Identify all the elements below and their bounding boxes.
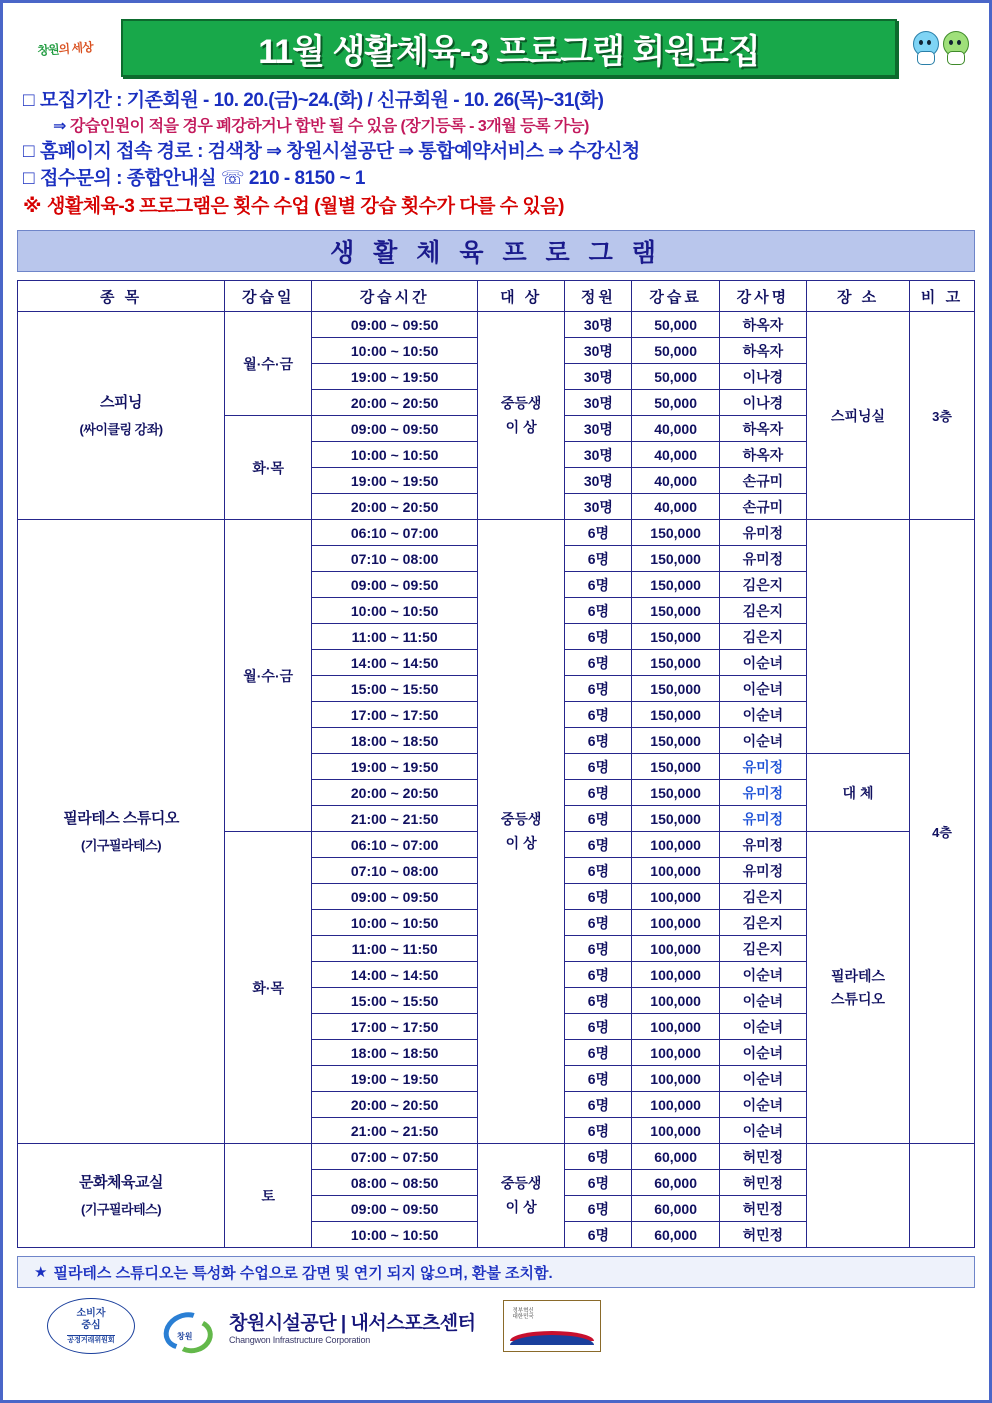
- cell-time: 09:00 ~ 09:50: [312, 1196, 478, 1222]
- cell-capacity: 6명: [565, 754, 632, 780]
- notice-marker-0: □: [23, 90, 34, 111]
- cell-fee: 100,000: [632, 962, 719, 988]
- cell-fee: 100,000: [632, 1118, 719, 1144]
- notice-marker-1: ⇒: [53, 117, 66, 135]
- cell-fee: 150,000: [632, 650, 719, 676]
- cell-fee: 60,000: [632, 1196, 719, 1222]
- cell-time: 14:00 ~ 14:50: [312, 962, 478, 988]
- cell-capacity: 6명: [565, 858, 632, 884]
- th-subject: 종 목: [18, 281, 225, 312]
- cell-time: 09:00 ~ 09:50: [312, 416, 478, 442]
- cell-place: [807, 1144, 910, 1248]
- cell-fee: 150,000: [632, 806, 719, 832]
- cell-time: 20:00 ~ 20:50: [312, 1092, 478, 1118]
- cell-capacity: 30명: [565, 338, 632, 364]
- cell-time: 09:00 ~ 09:50: [312, 572, 478, 598]
- cell-time: 15:00 ~ 15:50: [312, 676, 478, 702]
- footnote-bar: [17, 1256, 975, 1288]
- cell-teacher: 유미정: [719, 546, 806, 572]
- cell-time: 06:10 ~ 07:00: [312, 520, 478, 546]
- cell-time: 11:00 ~ 11:50: [312, 624, 478, 650]
- cell-capacity: 6명: [565, 1040, 632, 1066]
- cell-time: 21:00 ~ 21:50: [312, 1118, 478, 1144]
- cell-fee: 50,000: [632, 364, 719, 390]
- cell-time: 10:00 ~ 10:50: [312, 910, 478, 936]
- cell-fee: 100,000: [632, 884, 719, 910]
- cell-capacity: 6명: [565, 1196, 632, 1222]
- cell-fee: 100,000: [632, 1040, 719, 1066]
- cell-capacity: 6명: [565, 598, 632, 624]
- cell-capacity: 6명: [565, 1092, 632, 1118]
- cell-time: 08:00 ~ 08:50: [312, 1170, 478, 1196]
- table-row: [18, 312, 975, 338]
- cell-capacity: 6명: [565, 884, 632, 910]
- cell-fee: 60,000: [632, 1170, 719, 1196]
- cell-teacher: 이순녀: [719, 1066, 806, 1092]
- th-fee: 강습료: [632, 281, 719, 312]
- cell-teacher: 허민정: [719, 1196, 806, 1222]
- cell-target: 중등생 이 상: [478, 312, 565, 520]
- cell-capacity: 6명: [565, 780, 632, 806]
- cell-capacity: 30명: [565, 390, 632, 416]
- cell-teacher: 허민정: [719, 1222, 806, 1248]
- title-banner: [121, 19, 897, 77]
- seal-line-2: 중심: [81, 1320, 101, 1331]
- page-title: 11월 생활체육-3 프로그램 회원모집: [258, 32, 760, 71]
- cell-time: 09:00 ~ 09:50: [312, 884, 478, 910]
- cell-place: [807, 520, 910, 754]
- cell-teacher: 이나경: [719, 390, 806, 416]
- cell-capacity: 6명: [565, 702, 632, 728]
- cell-capacity: 6명: [565, 1222, 632, 1248]
- cell-time: 20:00 ~ 20:50: [312, 390, 478, 416]
- section-banner: [17, 230, 975, 272]
- cell-note: [910, 1144, 975, 1248]
- cell-capacity: 30명: [565, 442, 632, 468]
- cell-capacity: 6명: [565, 520, 632, 546]
- notice-text-2: 홈페이지 접속 경로 : 검색창 ⇒ 창원시설공단 ⇒ 통합예약서비스 ⇒ 수강신청: [39, 140, 640, 162]
- cell-capacity: 6명: [565, 910, 632, 936]
- notice-text-3: 접수문의 : 종합안내실 ☏ 210 - 8150 ~ 1: [39, 168, 365, 190]
- cell-time: 19:00 ~ 19:50: [312, 1066, 478, 1092]
- cell-time: 15:00 ~ 15:50: [312, 988, 478, 1014]
- cell-teacher: 허민정: [719, 1170, 806, 1196]
- cell-time: 20:00 ~ 20:50: [312, 780, 478, 806]
- changwon-mark-text: 창원: [177, 1332, 193, 1342]
- cell-fee: 60,000: [632, 1222, 719, 1248]
- cell-time: 09:00 ~ 09:50: [312, 312, 478, 338]
- cell-fee: 40,000: [632, 416, 719, 442]
- cell-note: 3층: [910, 312, 975, 520]
- seal-line-1: 소비자: [76, 1307, 106, 1319]
- cell-teacher: 하옥자: [719, 312, 806, 338]
- cell-teacher: 이순녀: [719, 1092, 806, 1118]
- cell-fee: 150,000: [632, 598, 719, 624]
- cell-teacher: 이순녀: [719, 962, 806, 988]
- cell-time: 07:10 ~ 08:00: [312, 858, 478, 884]
- cell-capacity: 6명: [565, 962, 632, 988]
- cell-target: 중등생 이 상: [478, 1144, 565, 1248]
- cell-teacher: 하옥자: [719, 416, 806, 442]
- poster-header: [17, 17, 975, 79]
- cell-fee: 40,000: [632, 442, 719, 468]
- cell-fee: 150,000: [632, 702, 719, 728]
- cell-capacity: 30명: [565, 468, 632, 494]
- cell-teacher: 이나경: [719, 364, 806, 390]
- cell-teacher: 이순녀: [719, 676, 806, 702]
- cell-fee: 150,000: [632, 624, 719, 650]
- cell-teacher: 이순녀: [719, 1118, 806, 1144]
- cell-fee: 100,000: [632, 936, 719, 962]
- th-note: 비 고: [910, 281, 975, 312]
- cell-time: 18:00 ~ 18:50: [312, 1040, 478, 1066]
- cell-capacity: 6명: [565, 832, 632, 858]
- cell-capacity: 6명: [565, 546, 632, 572]
- cell-fee: 100,000: [632, 988, 719, 1014]
- cell-fee: 100,000: [632, 1014, 719, 1040]
- cell-fee: 40,000: [632, 468, 719, 494]
- cell-day: 화·목: [225, 832, 312, 1144]
- consumer-centric-seal: [47, 1298, 135, 1354]
- cell-day: 화·목: [225, 416, 312, 520]
- cell-fee: 150,000: [632, 728, 719, 754]
- cell-subject: 문화체육교실 (기구필라테스): [18, 1144, 225, 1248]
- changwon-mark-icon: [163, 1305, 221, 1347]
- cell-time: 17:00 ~ 17:50: [312, 1014, 478, 1040]
- cell-capacity: 30명: [565, 416, 632, 442]
- cell-time: 11:00 ~ 11:50: [312, 936, 478, 962]
- cell-teacher: 유미정: [719, 806, 806, 832]
- cell-capacity: 6명: [565, 1066, 632, 1092]
- notice-marker-3: □: [23, 168, 34, 190]
- notice-line-0: [23, 87, 975, 115]
- cell-time: 20:00 ~ 20:50: [312, 494, 478, 520]
- cell-teacher: 유미정: [719, 754, 806, 780]
- cell-time: 21:00 ~ 21:50: [312, 806, 478, 832]
- mascot-blue-icon: [912, 31, 938, 65]
- program-schedule-table: [17, 280, 975, 1248]
- cell-place-note: 대 체: [807, 754, 910, 832]
- slogan-text-1: 창원: [36, 41, 60, 58]
- table-row: [18, 1144, 975, 1170]
- cell-teacher: 김은지: [719, 572, 806, 598]
- cell-day: 토: [225, 1144, 312, 1248]
- cell-capacity: 30명: [565, 364, 632, 390]
- cell-teacher: 김은지: [719, 598, 806, 624]
- cell-teacher: 유미정: [719, 780, 806, 806]
- cell-day: 월·수·금: [225, 312, 312, 416]
- cell-teacher: 이순녀: [719, 650, 806, 676]
- government-emblem: 정부혁신 대한민국: [503, 1300, 601, 1352]
- mascot-green-icon: [942, 31, 968, 65]
- cell-fee: 150,000: [632, 676, 719, 702]
- table-header-row: [18, 281, 975, 312]
- cell-day: 월·수·금: [225, 520, 312, 832]
- changwon-slogan-logo: [16, 22, 115, 75]
- cell-teacher: 유미정: [719, 858, 806, 884]
- th-teacher: 강사명: [719, 281, 806, 312]
- cell-capacity: 6명: [565, 624, 632, 650]
- cell-capacity: 6명: [565, 988, 632, 1014]
- cell-fee: 40,000: [632, 494, 719, 520]
- th-target: 대 상: [478, 281, 565, 312]
- cell-time: 18:00 ~ 18:50: [312, 728, 478, 754]
- cell-teacher: 김은지: [719, 910, 806, 936]
- cell-time: 10:00 ~ 10:50: [312, 442, 478, 468]
- cell-fee: 50,000: [632, 312, 719, 338]
- cell-fee: 50,000: [632, 338, 719, 364]
- cell-capacity: 6명: [565, 572, 632, 598]
- notice-text-0: 모집기간 : 기존회원 - 10. 20.(금)~24.(화) / 신규회원 - 10. 26(목)~31(화): [39, 90, 604, 111]
- cell-fee: 100,000: [632, 1092, 719, 1118]
- cell-time: 19:00 ~ 19:50: [312, 364, 478, 390]
- cell-time: 07:00 ~ 07:50: [312, 1144, 478, 1170]
- cell-teacher: 유미정: [719, 520, 806, 546]
- notice-text-4: 생활체육-3 프로그램은 횟수 수업 (월별 강습 횟수가 다를 수 있음): [46, 195, 564, 217]
- notice-text-1: 강습인원이 적을 경우 폐강하거나 합반 될 수 있음 (장기등록 - 3개월 등록 가능): [69, 117, 589, 135]
- th-day: 강습일: [225, 281, 312, 312]
- cell-subject: 스피닝 (싸이클링 강좌): [18, 312, 225, 520]
- cell-fee: 100,000: [632, 832, 719, 858]
- th-capacity: 정원: [565, 281, 632, 312]
- cell-note: 4층: [910, 520, 975, 1144]
- cell-time: 07:10 ~ 08:00: [312, 546, 478, 572]
- th-time: 강습시간: [312, 281, 478, 312]
- cell-capacity: 6명: [565, 676, 632, 702]
- cell-time: 19:00 ~ 19:50: [312, 468, 478, 494]
- cell-target: 중등생 이 상: [478, 520, 565, 1144]
- th-place: 장 소: [807, 281, 910, 312]
- cell-teacher: 김은지: [719, 936, 806, 962]
- cell-place: 필라테스 스튜디오: [807, 832, 910, 1144]
- cell-capacity: 6명: [565, 650, 632, 676]
- cell-fee: 150,000: [632, 754, 719, 780]
- cell-teacher: 김은지: [719, 884, 806, 910]
- cell-capacity: 6명: [565, 936, 632, 962]
- cell-fee: 100,000: [632, 1066, 719, 1092]
- cell-teacher: 유미정: [719, 832, 806, 858]
- organization-name-en: Changwon Infrastructure Corporation: [229, 1334, 371, 1345]
- cell-teacher: 이순녀: [719, 1014, 806, 1040]
- cell-time: 06:10 ~ 07:00: [312, 832, 478, 858]
- cell-time: 10:00 ~ 10:50: [312, 338, 478, 364]
- section-banner-label: 생 활 체 육 프 로 그 램: [330, 239, 662, 268]
- cell-fee: 60,000: [632, 1144, 719, 1170]
- cell-capacity: 6명: [565, 1144, 632, 1170]
- cell-capacity: 6명: [565, 806, 632, 832]
- notice-marker-2: □: [23, 140, 34, 162]
- cell-fee: 50,000: [632, 390, 719, 416]
- cell-teacher: 이순녀: [719, 702, 806, 728]
- cell-fee: 150,000: [632, 572, 719, 598]
- cell-capacity: 30명: [565, 312, 632, 338]
- cell-capacity: 30명: [565, 494, 632, 520]
- notice-list: [17, 87, 975, 220]
- cell-teacher: 이순녀: [719, 728, 806, 754]
- mascot-group: [905, 31, 975, 65]
- star-icon: ★: [34, 1264, 48, 1282]
- cell-fee: 150,000: [632, 780, 719, 806]
- cell-teacher: 김은지: [719, 624, 806, 650]
- cell-fee: 100,000: [632, 858, 719, 884]
- cell-capacity: 6명: [565, 1170, 632, 1196]
- cell-teacher: 하옥자: [719, 338, 806, 364]
- changwon-corporation-logo: [163, 1305, 475, 1347]
- cell-teacher: 하옥자: [719, 442, 806, 468]
- cell-fee: 100,000: [632, 910, 719, 936]
- cell-subject: 필라테스 스튜디오 (기구필라테스): [18, 520, 225, 1144]
- seal-line-3: 공정거래위원회: [67, 1336, 115, 1344]
- cell-teacher: 손규미: [719, 468, 806, 494]
- cell-capacity: 6명: [565, 1118, 632, 1144]
- cell-time: 19:00 ~ 19:50: [312, 754, 478, 780]
- slogan-text-2: 의 세상: [58, 39, 94, 56]
- table-row: [18, 520, 975, 546]
- cell-fee: 150,000: [632, 546, 719, 572]
- cell-time: 17:00 ~ 17:50: [312, 702, 478, 728]
- cell-place: 스피닝실: [807, 312, 910, 520]
- table-body: [18, 312, 975, 1248]
- footer-logos: [17, 1298, 975, 1354]
- cell-capacity: 6명: [565, 728, 632, 754]
- notice-line-1: [23, 115, 975, 138]
- organization-name-ko: 창원시설공단 | 내서스포츠센터: [229, 1312, 476, 1334]
- cell-time: 10:00 ~ 10:50: [312, 1222, 478, 1248]
- cell-teacher: 손규미: [719, 494, 806, 520]
- cell-capacity: 6명: [565, 1014, 632, 1040]
- cell-teacher: 이순녀: [719, 988, 806, 1014]
- footnote-text: 필라테스 스튜디오는 특성화 수업으로 감면 및 연기 되지 않으며, 환불 조치함.: [53, 1264, 553, 1282]
- cell-time: 14:00 ~ 14:50: [312, 650, 478, 676]
- notice-marker-4: ※: [23, 195, 41, 217]
- notice-line-2: [23, 138, 975, 166]
- notice-line-3: [23, 165, 975, 193]
- cell-fee: 150,000: [632, 520, 719, 546]
- cell-time: 10:00 ~ 10:50: [312, 598, 478, 624]
- cell-teacher: 이순녀: [719, 1040, 806, 1066]
- notice-line-4: [23, 193, 975, 221]
- cell-teacher: 허민정: [719, 1144, 806, 1170]
